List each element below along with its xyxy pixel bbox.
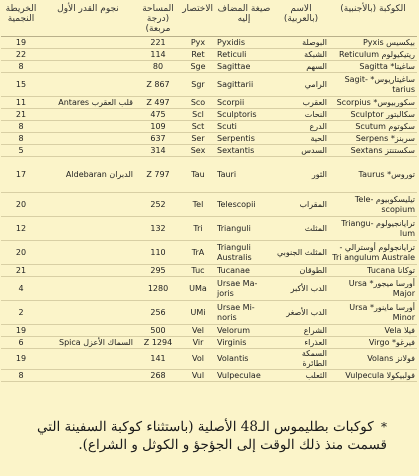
cell-star	[41, 49, 135, 61]
cell-star	[41, 73, 135, 97]
cell-area: 268	[135, 370, 181, 382]
cell-genitive: Sagittae	[215, 61, 273, 73]
cell-arabic: العقرب	[273, 97, 329, 109]
cell-name: أورسا ماينور* Ursa Minor	[329, 301, 417, 325]
cell-map: 15	[1, 73, 41, 97]
cell-arabic: الشراع	[273, 325, 329, 337]
cell-arabic: الرامي	[273, 73, 329, 97]
cell-arabic: الثعلب	[273, 370, 329, 382]
table-row	[1, 277, 417, 301]
cell-area: Z 497	[135, 97, 181, 109]
table-row	[1, 73, 417, 97]
cell-map: 4	[1, 277, 41, 301]
cell-star	[41, 37, 135, 49]
cell-area: 109	[135, 121, 181, 133]
cell-genitive: Sagittarii	[215, 73, 273, 97]
cell-map: 8	[1, 370, 41, 382]
table-row	[1, 349, 417, 370]
cell-abbr: Vel	[181, 325, 215, 337]
cell-abbr: Sgr	[181, 73, 215, 97]
cell-genitive: Scorpii	[215, 97, 273, 109]
footnote	[27, 418, 387, 454]
cell-abbr: Tuc	[181, 265, 215, 277]
cell-genitive: Reticuli	[215, 49, 273, 61]
cell-map: 22	[1, 49, 41, 61]
cell-arabic: الدب الأكبر	[273, 277, 329, 301]
table-row	[1, 145, 417, 157]
cell-area: Z 1294	[135, 337, 181, 349]
cell-area: 221	[135, 37, 181, 49]
cell-name: بيكسيس Pyxis	[329, 37, 417, 49]
cell-map: 20	[1, 193, 41, 217]
cell-area: 256	[135, 301, 181, 325]
cell-arabic: العذراء	[273, 337, 329, 349]
table-row	[1, 109, 417, 121]
cell-abbr: UMi	[181, 301, 215, 325]
table-row	[1, 241, 417, 265]
cell-map: 19	[1, 349, 41, 370]
cell-name: ريتيكيولوم Reticulum	[329, 49, 417, 61]
cell-map: 20	[1, 241, 41, 265]
cell-genitive: Trianguli	[215, 217, 273, 241]
cell-abbr: Ret	[181, 49, 215, 61]
cell-name: توكانا Tucana	[329, 265, 417, 277]
cell-abbr: Tri	[181, 217, 215, 241]
cell-arabic: السمكة الطائرة	[273, 349, 329, 370]
cell-abbr: Scl	[181, 109, 215, 121]
table-row	[1, 97, 417, 109]
cell-star	[41, 325, 135, 337]
cell-star	[41, 145, 135, 157]
cell-genitive: Sextantis	[215, 145, 273, 157]
cell-name: سكستنتز Sextans	[329, 145, 417, 157]
cell-name: ترايانجولوم أوسترالي -Tri angulum Australe	[329, 241, 417, 265]
cell-star: قلب العقرب Antares	[41, 97, 135, 109]
cell-arabic: الطوقان	[273, 265, 329, 277]
cell-genitive: Vulpeculae	[215, 370, 273, 382]
cell-star: الدبران Aldebaran	[41, 157, 135, 193]
cell-star	[41, 121, 135, 133]
cell-map: 17	[1, 157, 41, 193]
cell-genitive: Tucanae	[215, 265, 273, 277]
cell-genitive: Telescopii	[215, 193, 273, 217]
cell-genitive: Velorum	[215, 325, 273, 337]
table-row	[1, 49, 417, 61]
header-map: الخريطة النجمية	[1, 2, 41, 37]
cell-name: سربنز* Serpens	[329, 133, 417, 145]
table-row	[1, 121, 417, 133]
cell-genitive: Sculptoris	[215, 109, 273, 121]
cell-arabic: السهم	[273, 61, 329, 73]
table-row	[1, 370, 417, 382]
cell-map: 21	[1, 265, 41, 277]
cell-arabic: النحات	[273, 109, 329, 121]
table-row	[1, 193, 417, 217]
cell-area: 295	[135, 265, 181, 277]
cell-name: سكوربيوس* Scorpius	[329, 97, 417, 109]
cell-abbr: Vir	[181, 337, 215, 349]
cell-map: 12	[1, 217, 41, 241]
cell-abbr: UMa	[181, 277, 215, 301]
cell-name: فيلا Vela	[329, 325, 417, 337]
footnote-text: كوكبات بطليموس الـ48 الأصلية (باستثناء كوكبة السفينة التي قسمت منذ ذلك الوقت إلى الجؤجؤ و الكوثل و الشراع).	[37, 419, 387, 453]
cell-arabic: الدب الأصغر	[273, 301, 329, 325]
cell-star	[41, 349, 135, 370]
cell-area: 1280	[135, 277, 181, 301]
cell-abbr: Sex	[181, 145, 215, 157]
cell-name: توروس* Taurus	[329, 157, 417, 193]
footnote-mark: *	[381, 420, 387, 434]
cell-area: 475	[135, 109, 181, 121]
cell-map: 8	[1, 121, 41, 133]
table-header-row	[1, 2, 417, 37]
table-row	[1, 157, 417, 193]
cell-area: 80	[135, 61, 181, 73]
cell-abbr: Sco	[181, 97, 215, 109]
cell-area: 132	[135, 217, 181, 241]
cell-area: Z 867	[135, 73, 181, 97]
constellation-table	[1, 2, 417, 382]
cell-name: تيليسكوبيوم -Tele scopium	[329, 193, 417, 217]
cell-area: 110	[135, 241, 181, 265]
cell-area: 314	[135, 145, 181, 157]
cell-name: سكوتوم Scutum	[329, 121, 417, 133]
cell-star	[41, 133, 135, 145]
cell-name: سكالبتور Sculptor	[329, 109, 417, 121]
cell-name: أورسا ميجور* Ursa Major	[329, 277, 417, 301]
cell-abbr: TrA	[181, 241, 215, 265]
cell-area: 141	[135, 349, 181, 370]
cell-arabic: السدس	[273, 145, 329, 157]
header-abbr: الاختصار	[181, 2, 215, 37]
cell-star: السماك الأعزل Spica	[41, 337, 135, 349]
cell-star	[41, 370, 135, 382]
cell-genitive: Trianguli Australis	[215, 241, 273, 265]
cell-star	[41, 193, 135, 217]
header-name: الكوكبة (بالأجنبية)	[329, 2, 417, 37]
cell-name: فيرغو* Virgo	[329, 337, 417, 349]
table-row	[1, 217, 417, 241]
cell-genitive: Scuti	[215, 121, 273, 133]
table-row	[1, 337, 417, 349]
cell-arabic: الشبكة	[273, 49, 329, 61]
cell-star	[41, 301, 135, 325]
cell-map: 19	[1, 325, 41, 337]
table-row	[1, 301, 417, 325]
cell-arabic: المقراب	[273, 193, 329, 217]
cell-map: 19	[1, 37, 41, 49]
cell-name: فولبيكولا Vulpecula	[329, 370, 417, 382]
cell-arabic: الثور	[273, 157, 329, 193]
cell-area: 500	[135, 325, 181, 337]
cell-star	[41, 217, 135, 241]
cell-map: 8	[1, 133, 41, 145]
cell-abbr: Tau	[181, 157, 215, 193]
cell-star	[41, 277, 135, 301]
table-row	[1, 265, 417, 277]
cell-abbr: Ser	[181, 133, 215, 145]
cell-map: 6	[1, 337, 41, 349]
cell-map: 8	[1, 61, 41, 73]
cell-arabic: الدرع	[273, 121, 329, 133]
cell-genitive: Ursae Mi- noris	[215, 301, 273, 325]
cell-genitive: Serpentis	[215, 133, 273, 145]
cell-arabic: البوصلة	[273, 37, 329, 49]
cell-map: 2	[1, 301, 41, 325]
table-row	[1, 325, 417, 337]
cell-abbr: Vol	[181, 349, 215, 370]
cell-name: ساغيتاريوس* Sagit- tarius	[329, 73, 417, 97]
cell-genitive: Virginis	[215, 337, 273, 349]
header-arabic: الاسم (بالعربية)	[273, 2, 329, 37]
cell-abbr: Vul	[181, 370, 215, 382]
header-area: المساحة (درجة مربعة)	[135, 2, 181, 37]
cell-star	[41, 241, 135, 265]
cell-abbr: Tel	[181, 193, 215, 217]
cell-name: فولانز Volans	[329, 349, 417, 370]
cell-abbr: Sge	[181, 61, 215, 73]
cell-abbr: Pyx	[181, 37, 215, 49]
cell-area: 637	[135, 133, 181, 145]
cell-genitive: Tauri	[215, 157, 273, 193]
cell-arabic: المثلث	[273, 217, 329, 241]
header-star: نجوم القدر الأول	[41, 2, 135, 37]
cell-genitive: Pyxidis	[215, 37, 273, 49]
cell-map: 5	[1, 145, 41, 157]
cell-arabic: المثلث الجنوبي	[273, 241, 329, 265]
cell-star	[41, 109, 135, 121]
cell-genitive: Ursae Ma- joris	[215, 277, 273, 301]
cell-arabic: الحية	[273, 133, 329, 145]
cell-map: 11	[1, 97, 41, 109]
table-row	[1, 61, 417, 73]
header-genitive: صيغة المضاف إليه	[215, 2, 273, 37]
cell-abbr: Sct	[181, 121, 215, 133]
cell-star	[41, 265, 135, 277]
cell-area: 114	[135, 49, 181, 61]
cell-area: 252	[135, 193, 181, 217]
table-row	[1, 37, 417, 49]
cell-star	[41, 61, 135, 73]
cell-name: ترايانجيولوم -Triangu lum	[329, 217, 417, 241]
table-row	[1, 133, 417, 145]
cell-name: ساغيتا* Sagitta	[329, 61, 417, 73]
cell-map: 21	[1, 109, 41, 121]
cell-area: Z 797	[135, 157, 181, 193]
cell-genitive: Volantis	[215, 349, 273, 370]
